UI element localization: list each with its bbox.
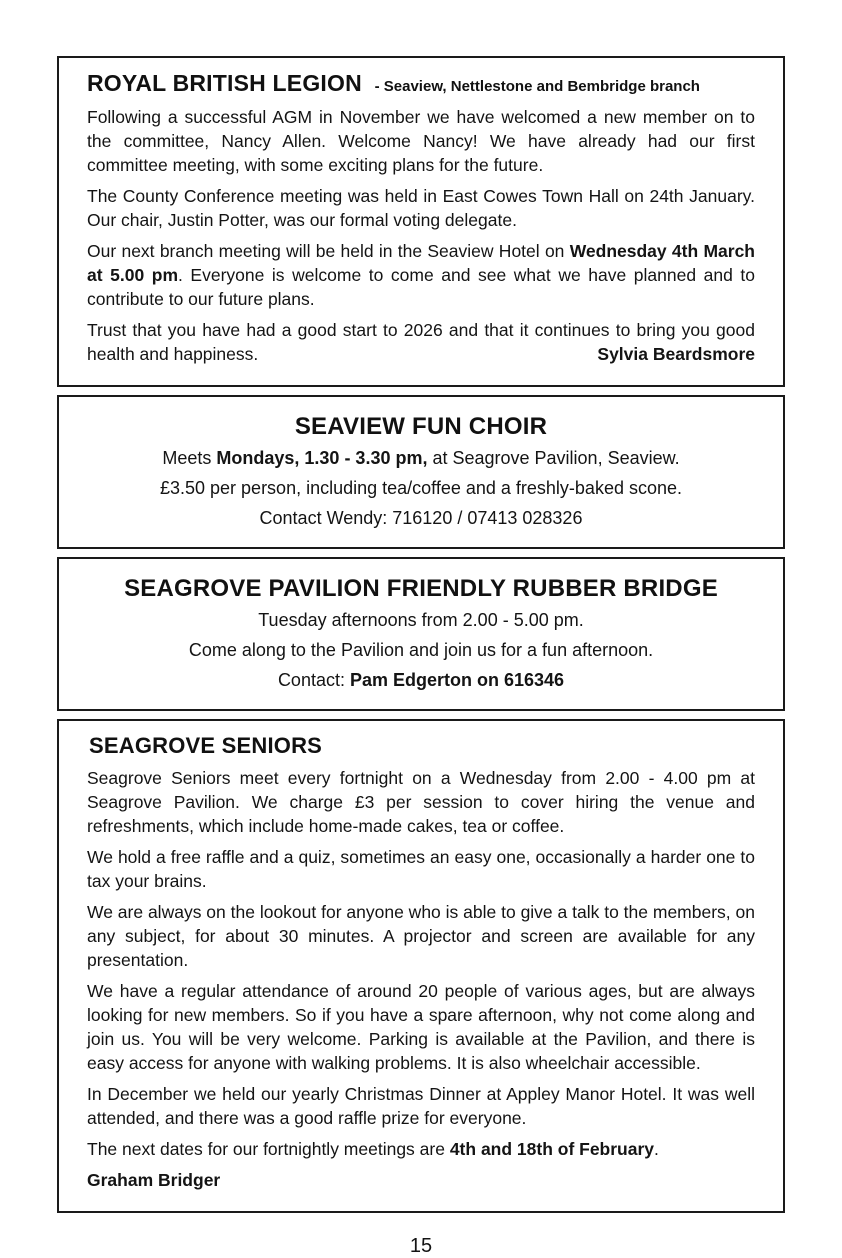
paragraph: [87, 105, 755, 177]
paragraph: [79, 445, 763, 471]
text-run: Tuesday afternoons from 2.00 - 5.00 pm.: [258, 610, 584, 630]
paragraph: [87, 979, 755, 1075]
text-run: We are always on the lookout for anyone who is able to give a talk to the members, on any subject, for about 30 minutes. A projector and screen are available for any presentation.: [87, 902, 755, 970]
paragraph: [87, 845, 755, 893]
section-seaview-fun-choir: [57, 395, 785, 549]
text-run: Mondays, 1.30 - 3.30 pm,: [216, 448, 428, 468]
text-run: £3.50 per person, including tea/coffee and a freshly-baked scone.: [159, 478, 683, 498]
text-run: Graham Bridger: [87, 1170, 221, 1190]
paragraph: [87, 1137, 755, 1161]
paragraph: [87, 766, 755, 838]
paragraph: [87, 1082, 755, 1130]
text-run: Pam Edgerton on 616346: [349, 670, 565, 690]
paragraph: [79, 607, 763, 633]
text-run: at Seagrove Pavilion, Seaview.: [427, 448, 680, 468]
text-run: .: [654, 1139, 659, 1159]
paragraph: [79, 667, 763, 693]
text-run: The County Conference meeting was held in East Cowes Town Hall on 24th January. Our chair, Justin Potter, was our formal voting delegate.: [87, 186, 755, 230]
text-run: Contact:: [277, 670, 350, 690]
text-run: . Everyone is welcome to come and see what we have planned and to contribute to our future plans.: [87, 265, 755, 309]
section-title: SEAGROVE SENIORS: [89, 733, 323, 758]
text-run: In December we held our yearly Christmas Dinner at Appley Manor Hotel. It was well attended, and there was a good raffle prize for everyone.: [87, 1084, 755, 1128]
section-body: [87, 766, 755, 1192]
section-title: SEAGROVE PAVILION FRIENDLY RUBBER BRIDGE: [124, 575, 718, 602]
section-royal-british-legion: [57, 56, 785, 387]
text-run: The next dates for our fortnightly meetings are: [87, 1139, 450, 1159]
section-body: [79, 607, 763, 693]
section-rubber-bridge: [57, 557, 785, 711]
paragraph: [87, 239, 755, 311]
section-body: [79, 445, 763, 531]
paragraph: [87, 318, 755, 366]
section-seagrove-seniors: [57, 719, 785, 1213]
text-run: Wednesday 4th March at 5.00 pm: [87, 241, 755, 285]
section-title: ROYAL BRITISH LEGION: [87, 70, 362, 96]
text-run: Following a successful AGM in November we have welcomed a new member on to the committee, Nancy Allen. Welcome Nancy! We have already had our first committee meeting, with some exciting plans for the future.: [87, 107, 755, 175]
paragraph: [79, 637, 763, 663]
text-run: We have a regular attendance of around 20 people of various ages, but are always looking for new members. So if you have a spare afternoon, why not come along and join us. You will be very welcome. Parking is available at the Pavilion, and there is easy access for anyone with walking problems. It is also wheelchair accessible.: [87, 981, 755, 1073]
text-run: Meets: [162, 448, 217, 468]
text-run: Our next branch meeting will be held in the Seaview Hotel on: [87, 241, 570, 261]
section-heading: [87, 70, 755, 98]
page-number: 15: [409, 1235, 433, 1257]
section-title: SEAVIEW FUN CHOIR: [294, 413, 548, 440]
paragraph: [87, 184, 755, 232]
paragraph: [87, 1168, 755, 1192]
text-run: Seagrove Seniors meet every fortnight on a Wednesday from 2.00 - 4.00 pm at Seagrove Pavilion. We charge £3 per session to cover hiring the venue and refreshments, which include home-made cakes, tea or coffee.: [87, 768, 755, 836]
paragraph: [79, 475, 763, 501]
text-run: Trust that you have had a good start to 2026 and that it continues to bring you good health and happiness.: [87, 320, 755, 364]
text-run: 4th and 18th of February: [449, 1139, 655, 1159]
paragraph: [79, 505, 763, 531]
text-run: Come along to the Pavilion and join us for a fun afternoon.: [188, 640, 654, 660]
signature: Sylvia Beardsmore: [597, 344, 755, 364]
section-body: [87, 105, 755, 366]
text-run: Contact Wendy: 716120 / 07413 028326: [259, 508, 583, 528]
section-subtitle: - Seaview, Nettlestone and Bembridge branch: [374, 78, 700, 95]
text-run: We hold a free raffle and a quiz, sometimes an easy one, occasionally a harder one to tax your brains.: [87, 847, 755, 891]
paragraph: [87, 900, 755, 972]
